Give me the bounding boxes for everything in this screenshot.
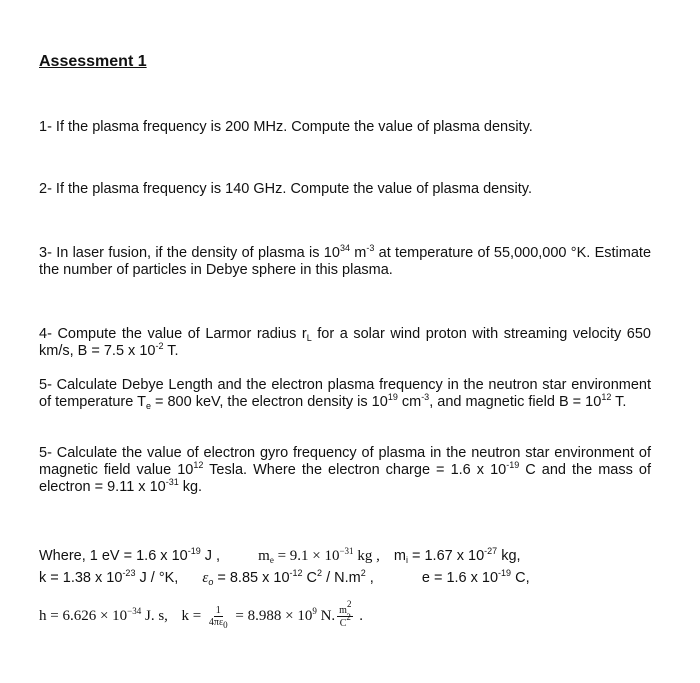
constants-line-2 [39, 570, 530, 587]
const-eps-end: , [365, 570, 374, 586]
const-me-symbol: m [258, 548, 270, 564]
q6-exp-mass: -31 [165, 477, 179, 487]
const-e-unit: C, [511, 570, 530, 586]
q3-text-e: at temperature of 55,000,000 °K. Estimate the number of particles in Debye sphere in this plasma. [39, 245, 652, 278]
const-coulomb-value: = 8.988 × 10 [231, 607, 313, 624]
question-5 [39, 377, 651, 411]
q6-text-e: C and the mass of electron = 9.11 x 10 [39, 462, 651, 495]
const-h-exp: −34 [127, 605, 142, 616]
page-title: Assessment 1 [39, 53, 147, 70]
q4-exp-b: -2 [155, 341, 164, 351]
question-4 [39, 326, 651, 360]
q5-text-g: , and magnetic field B = 10 [429, 394, 602, 410]
const-me-exp: −31 [339, 546, 354, 556]
q5-text-a: 5- Calculate Debye Length and the electron plasma frequency in the neutron star environment of temperature T [39, 377, 651, 410]
const-me-unit: kg , [353, 548, 380, 564]
const-mi-sub: i [405, 555, 408, 565]
const-coulomb-unit: N. [316, 607, 336, 624]
q5-exp-field: 12 [601, 392, 612, 402]
q4-sub-l: L [306, 333, 312, 343]
q6-text-c: Tesla. Where the electron charge = 1.6 x 10 [203, 462, 507, 478]
q3-exp-unit: -3 [366, 243, 375, 253]
const-eps-unit2-exp: 2 [360, 568, 366, 578]
unit-frac-den-exp: 2 [346, 612, 351, 622]
q4-text-c: for a solar wind proton with streaming velocity 650 km/s, B = 7.5 x 10 [39, 326, 651, 359]
q6-text-a: 5- Calculate the value of electron gyro frequency of plasma in the neutron star environment of magnetic field value 10 [39, 445, 651, 478]
const-mi-unit: kg, [497, 548, 521, 564]
const-eps-value: = 8.85 x 10 [213, 570, 290, 586]
const-e: e = 1.6 x 10 [421, 570, 499, 586]
const-k-unit: J / °K, [135, 570, 179, 586]
q5-text-c: = 800 keV, the electron density is 10 [150, 394, 388, 410]
question-1: 1- If the plasma frequency is 200 MHz. Compute the value of plasma density. [39, 119, 533, 135]
question-2: 2- If the plasma frequency is 140 GHz. Compute the value of plasma density. [39, 181, 532, 197]
q5-text-e: cm [397, 394, 422, 410]
const-eps-unit-exp: 2 [317, 568, 323, 578]
unit-frac-num-exp: 2 [346, 599, 352, 609]
const-eps-symbol: ε [202, 570, 209, 586]
q5-exp-unit: -3 [421, 392, 430, 402]
coulomb-frac-den-sub: 0 [223, 620, 228, 630]
coulomb-frac-den: 4πε [208, 617, 224, 628]
unit-frac-den: C [339, 618, 347, 629]
const-ev-exp: -19 [187, 546, 201, 556]
const-k: k = 1.38 x 10 [39, 570, 123, 586]
q6-exp-charge: -19 [506, 460, 520, 470]
question-3 [39, 245, 651, 279]
question-6 [39, 445, 651, 496]
const-h: h = 6.626 × 10 [39, 607, 128, 624]
const-k-exp: -23 [122, 568, 136, 578]
q3-exp-density: 34 [339, 243, 350, 253]
const-me [258, 548, 380, 564]
const-mi-exp: -27 [484, 546, 498, 556]
coulomb-frac-num: 1 [215, 605, 221, 616]
q5-text-i: T. [611, 394, 627, 410]
q4-text-a: 4- Compute the value of Larmor radius r [39, 326, 307, 342]
const-h-unit: J. s, [141, 607, 168, 624]
coulomb-fraction [207, 605, 230, 628]
q5-sub-e: e [145, 401, 151, 411]
const-coulomb-exp: 9 [312, 605, 317, 616]
constants-line-3 [39, 599, 363, 630]
const-coulomb-k: k = [181, 607, 205, 624]
const-mi-value: = 1.67 x 10 [407, 548, 485, 564]
const-ev: Where, 1 eV = 1.6 x 10 [39, 548, 188, 564]
const-line3-end: . [355, 607, 363, 624]
q3-text-c: m [349, 245, 367, 261]
const-me-value: = 9.1 × 10 [273, 548, 340, 564]
unit-fraction [337, 599, 353, 629]
q4-text-e: T. [163, 343, 179, 359]
unit-frac-num: m [339, 605, 347, 616]
const-eps-sub: o [208, 577, 214, 587]
constants-line-1 [39, 548, 521, 565]
const-e-exp: -19 [498, 568, 512, 578]
const-me-sub: e [269, 555, 274, 565]
const-eps-exp: -12 [289, 568, 303, 578]
q6-text-g: kg. [178, 479, 203, 495]
const-mi-symbol: m [393, 548, 406, 564]
q5-exp-density: 19 [387, 392, 398, 402]
const-eps-unit2: / N.m [322, 570, 361, 586]
const-eps-unit: C [302, 570, 318, 586]
q6-exp-field: 12 [193, 460, 204, 470]
q3-text-a: 3- In laser fusion, if the density of plasma is 10 [39, 245, 340, 261]
const-ev-unit: J , [200, 548, 221, 564]
